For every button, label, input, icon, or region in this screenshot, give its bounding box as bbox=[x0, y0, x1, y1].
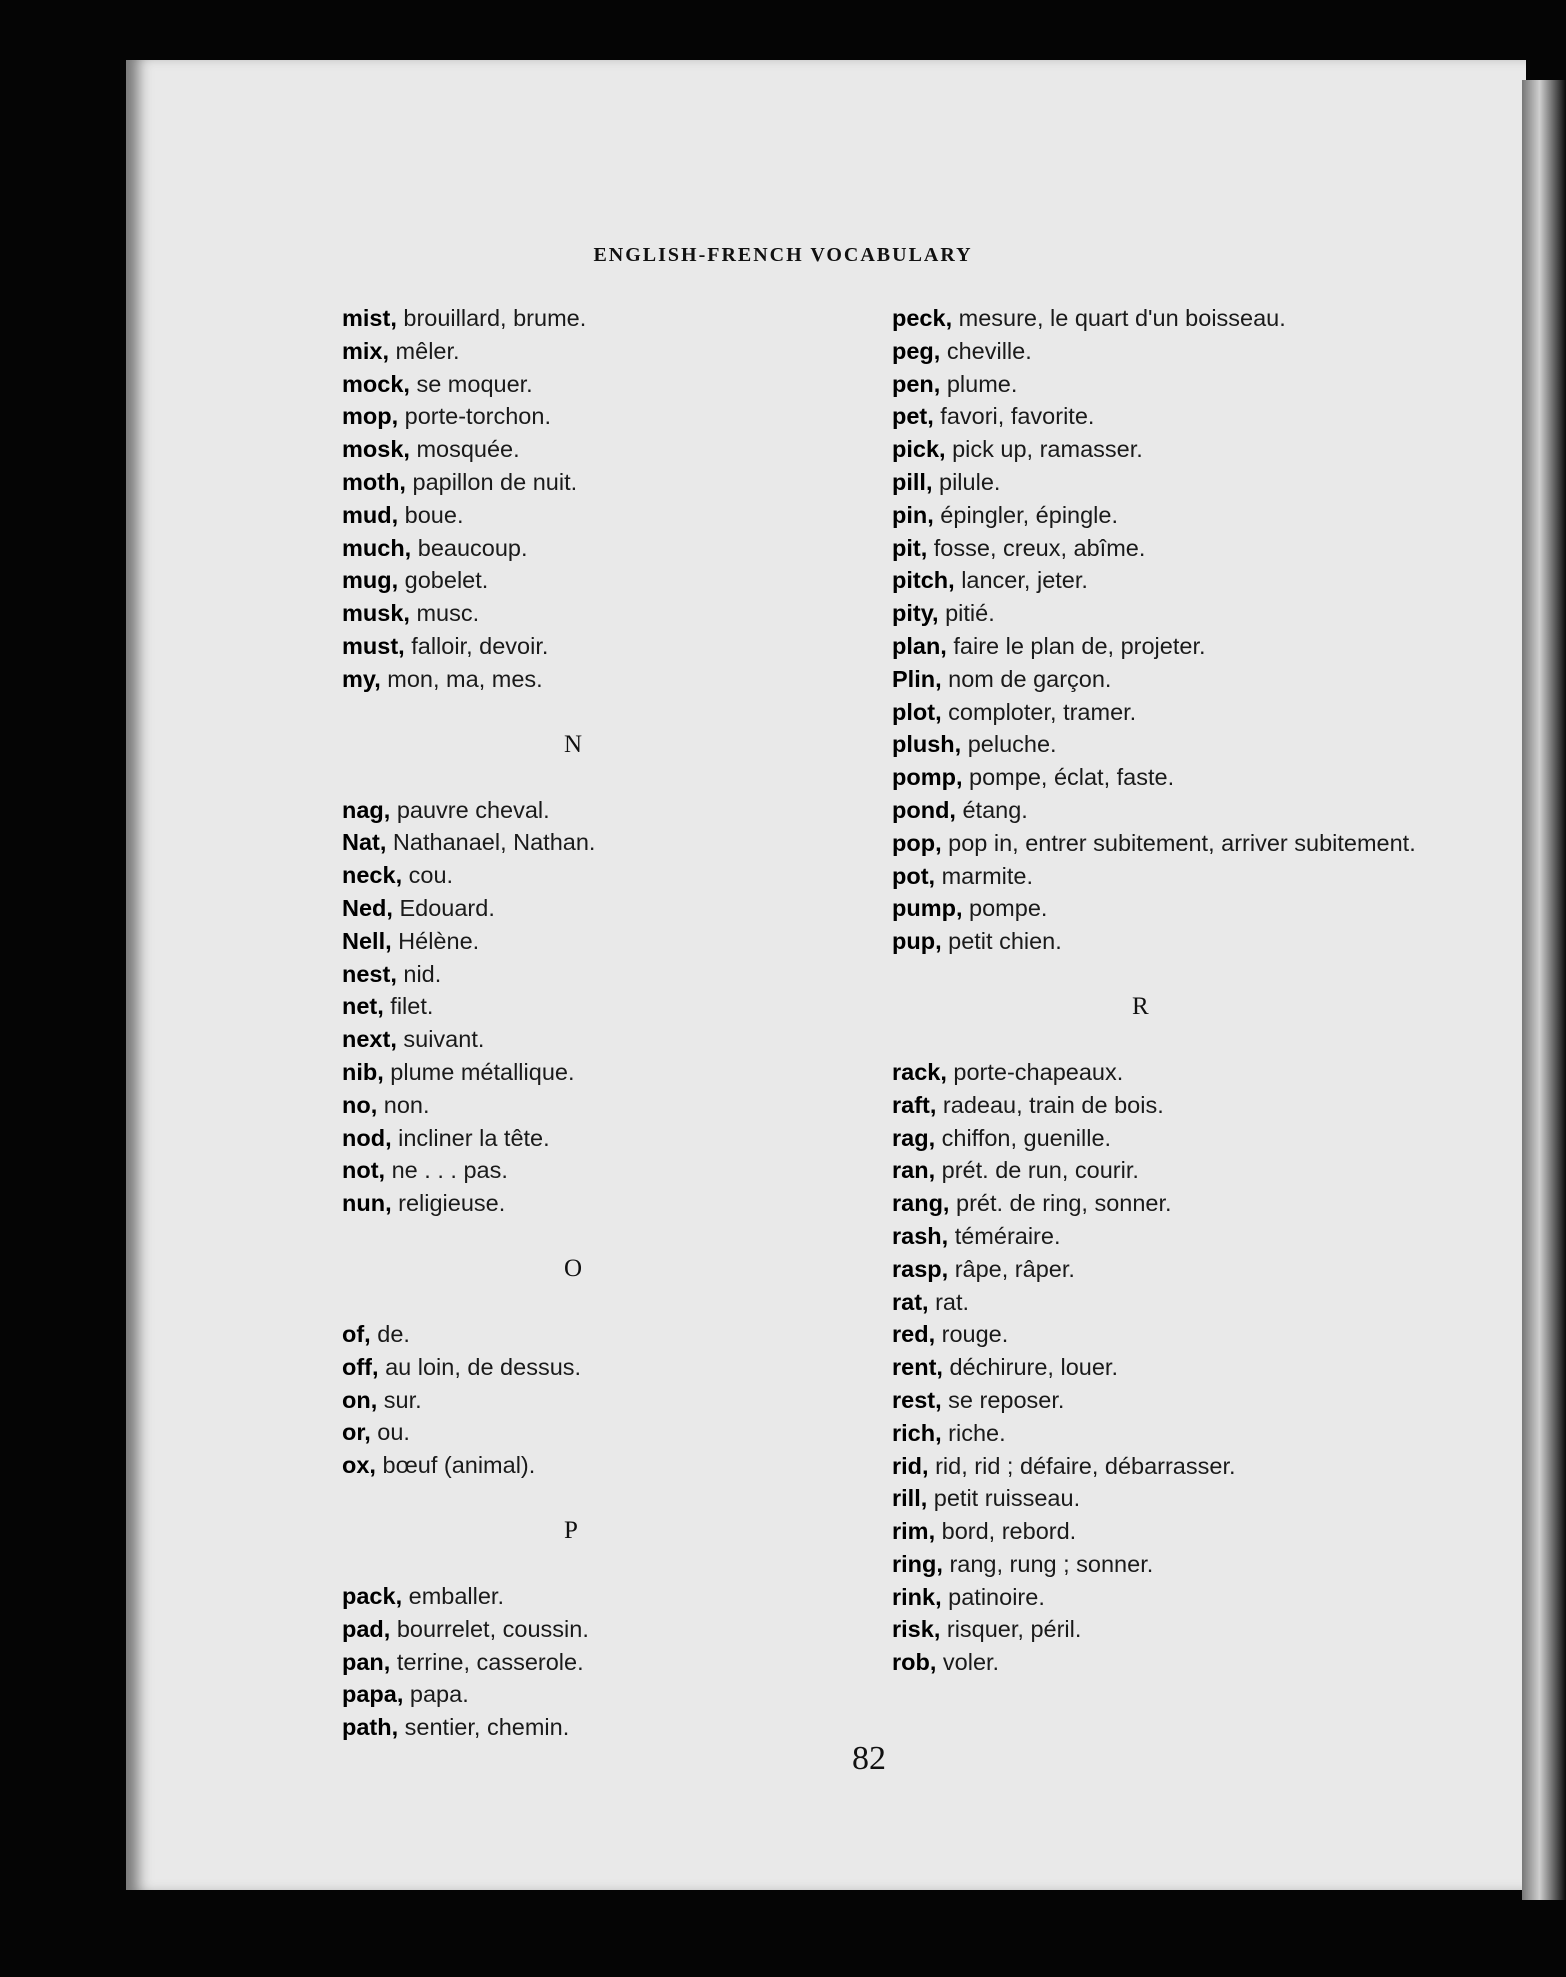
headword: musk, bbox=[342, 600, 410, 627]
definition: se moquer. bbox=[409, 370, 533, 397]
definition: papa. bbox=[403, 1681, 469, 1708]
definition: Hélène. bbox=[391, 927, 480, 954]
definition: riche. bbox=[941, 1419, 1006, 1446]
headword: much, bbox=[342, 534, 412, 561]
vocab-entry bbox=[892, 368, 1452, 401]
definition: pitié. bbox=[938, 600, 995, 627]
definition: risquer, péril. bbox=[940, 1616, 1082, 1643]
definition: fosse, creux, abîme. bbox=[927, 534, 1146, 561]
vocab-entry bbox=[892, 1220, 1452, 1253]
vocab-entry bbox=[342, 1711, 822, 1744]
definition: étang. bbox=[955, 796, 1028, 823]
definition: voler. bbox=[936, 1649, 1000, 1676]
definition: rat. bbox=[928, 1288, 970, 1315]
definition: pilule. bbox=[932, 468, 1001, 495]
definition: religieuse. bbox=[391, 1190, 506, 1217]
definition: faire le plan de, projeter. bbox=[946, 632, 1206, 659]
definition: falloir, devoir. bbox=[404, 632, 549, 659]
headword: nag, bbox=[342, 796, 391, 823]
headword: nest, bbox=[342, 960, 397, 987]
definition: pop in, entrer subitement, arriver subitement. bbox=[941, 829, 1416, 856]
page-number: 82 bbox=[852, 1740, 886, 1777]
vocab-entry bbox=[892, 892, 1452, 925]
definition: emballer. bbox=[402, 1582, 504, 1609]
headword: risk, bbox=[892, 1616, 941, 1643]
vocab-entry bbox=[892, 1450, 1452, 1483]
headword: of, bbox=[342, 1320, 371, 1347]
definition: radeau, train de bois. bbox=[936, 1091, 1164, 1118]
headword: rat, bbox=[892, 1288, 929, 1315]
headword: Nell, bbox=[342, 927, 392, 954]
vocab-entry bbox=[892, 1482, 1452, 1515]
definition: pompe. bbox=[962, 895, 1048, 922]
definition: ne . . . pas. bbox=[385, 1157, 508, 1184]
headword: pin, bbox=[892, 501, 934, 528]
vocab-entry bbox=[342, 1187, 822, 1220]
vocab-entry bbox=[342, 1318, 822, 1351]
headword: rang, bbox=[892, 1190, 950, 1217]
definition: prét. de ring, sonner. bbox=[949, 1190, 1172, 1217]
definition: sentier, chemin. bbox=[398, 1714, 570, 1741]
vocab-entry bbox=[342, 597, 822, 630]
vocab-entry bbox=[892, 1056, 1452, 1089]
definition: bord, rebord. bbox=[935, 1518, 1077, 1545]
headword: mud, bbox=[342, 501, 399, 528]
vocab-entry bbox=[342, 1678, 822, 1711]
definition: au loin, de dessus. bbox=[378, 1353, 582, 1380]
definition: rid, rid ; défaire, débarrasser. bbox=[928, 1452, 1236, 1479]
section-letter: O bbox=[564, 1254, 583, 1282]
definition: Edouard. bbox=[392, 894, 495, 921]
vocab-entry bbox=[342, 466, 822, 499]
headword: plan, bbox=[892, 632, 947, 659]
vocab-entry bbox=[342, 990, 822, 1023]
headword: rag, bbox=[892, 1124, 936, 1151]
vocab-entry bbox=[342, 335, 822, 368]
headword: rasp, bbox=[892, 1255, 949, 1282]
headword: rid, bbox=[892, 1452, 929, 1479]
headword: mist, bbox=[342, 305, 397, 331]
vocab-entry bbox=[342, 925, 822, 958]
headword: plot, bbox=[892, 698, 942, 725]
headword: or, bbox=[342, 1419, 371, 1446]
vocab-entry bbox=[892, 1154, 1452, 1187]
vocab-entry bbox=[892, 1515, 1452, 1548]
vocab-entry bbox=[342, 1416, 822, 1449]
headword: plush, bbox=[892, 731, 962, 758]
definition: épingler, épingle. bbox=[933, 501, 1119, 528]
vocab-entry bbox=[892, 1646, 1452, 1679]
definition: nid. bbox=[396, 960, 442, 987]
definition: lancer, jeter. bbox=[954, 567, 1088, 594]
definition: cheville. bbox=[940, 337, 1032, 364]
definition: sur. bbox=[377, 1386, 422, 1413]
definition: brouillard, brume. bbox=[396, 305, 587, 331]
headword: my, bbox=[342, 665, 381, 692]
headword: mosk, bbox=[342, 436, 410, 463]
vocab-entry bbox=[342, 532, 822, 565]
definition: de. bbox=[370, 1320, 410, 1347]
headword: mug, bbox=[342, 567, 399, 594]
definition: plume. bbox=[940, 370, 1018, 397]
vocab-entry bbox=[892, 860, 1452, 893]
vocab-entry bbox=[342, 1646, 822, 1679]
headword: pup, bbox=[892, 928, 942, 955]
definition: marmite. bbox=[935, 862, 1034, 889]
vocab-entry bbox=[892, 663, 1452, 696]
vocab-entry bbox=[342, 630, 822, 663]
definition: petit ruisseau. bbox=[927, 1485, 1081, 1512]
vocab-entry bbox=[892, 925, 1452, 958]
headword: pop, bbox=[892, 829, 942, 856]
definition: rouge. bbox=[935, 1321, 1009, 1348]
headword: neck, bbox=[342, 862, 403, 889]
headword: off, bbox=[342, 1353, 379, 1380]
vocab-entry bbox=[892, 1286, 1452, 1319]
headword: pump, bbox=[892, 895, 963, 922]
vocab-entry bbox=[892, 1581, 1452, 1614]
definition: terrine, casserole. bbox=[390, 1648, 584, 1675]
definition: boue. bbox=[398, 501, 464, 528]
headword: nun, bbox=[342, 1190, 392, 1217]
headword: pit, bbox=[892, 534, 928, 561]
vocab-entry bbox=[342, 826, 822, 859]
vocab-entry bbox=[892, 1089, 1452, 1122]
definition: peluche. bbox=[961, 731, 1057, 758]
vocab-entry bbox=[342, 1580, 822, 1613]
definition: non. bbox=[377, 1091, 430, 1118]
headword: rill, bbox=[892, 1485, 928, 1512]
vocab-entry bbox=[342, 1351, 822, 1384]
section-letter: P bbox=[564, 1516, 578, 1544]
headword: on, bbox=[342, 1386, 378, 1413]
definition: râpe, râper. bbox=[948, 1255, 1075, 1282]
right-column bbox=[892, 302, 1452, 1679]
headword: not, bbox=[342, 1157, 386, 1184]
vocab-entry bbox=[892, 827, 1452, 860]
headword: pond, bbox=[892, 796, 956, 823]
definition: suivant. bbox=[396, 1026, 485, 1053]
vocab-entry bbox=[892, 1613, 1452, 1646]
vocab-entry bbox=[892, 466, 1452, 499]
headword: peck, bbox=[892, 305, 953, 331]
definition: téméraire. bbox=[948, 1222, 1061, 1249]
headword: rest, bbox=[892, 1386, 942, 1413]
definition: rang, rung ; sonner. bbox=[942, 1550, 1154, 1577]
vocab-entry bbox=[892, 1187, 1452, 1220]
headword: ring, bbox=[892, 1550, 943, 1577]
vocab-entry bbox=[342, 663, 822, 696]
vocab-entry bbox=[342, 892, 822, 925]
headword: must, bbox=[342, 632, 405, 659]
definition: favori, favorite. bbox=[933, 403, 1095, 430]
vocab-entry bbox=[892, 302, 1452, 335]
definition: se reposer. bbox=[941, 1386, 1065, 1413]
vocab-entry bbox=[892, 1253, 1452, 1286]
definition: bourrelet, coussin. bbox=[390, 1615, 589, 1642]
running-head: ENGLISH-FRENCH VOCABULARY bbox=[593, 244, 973, 266]
vocab-entry bbox=[892, 728, 1452, 761]
headword: pomp, bbox=[892, 764, 963, 791]
vocab-entry bbox=[342, 1056, 822, 1089]
definition: gobelet. bbox=[398, 567, 489, 594]
facing-page-edge bbox=[1522, 80, 1566, 1900]
definition: bœuf (animal). bbox=[375, 1452, 536, 1479]
headword: mop, bbox=[342, 403, 399, 430]
headword: Nat, bbox=[342, 829, 387, 856]
section-letter: R bbox=[1132, 992, 1149, 1020]
headword: next, bbox=[342, 1026, 397, 1053]
headword: Ned, bbox=[342, 894, 393, 921]
headword: pan, bbox=[342, 1648, 391, 1675]
vocab-entry bbox=[892, 564, 1452, 597]
headword: peg, bbox=[892, 337, 941, 364]
vocab-entry bbox=[342, 433, 822, 466]
vocab-entry bbox=[892, 335, 1452, 368]
vocab-entry bbox=[342, 794, 822, 827]
definition: mon, ma, mes. bbox=[380, 665, 543, 692]
vocab-entry bbox=[342, 499, 822, 532]
definition: beaucoup. bbox=[411, 534, 528, 561]
headword: nib, bbox=[342, 1058, 384, 1085]
headword: rent, bbox=[892, 1354, 943, 1381]
vocab-entry bbox=[342, 1154, 822, 1187]
definition: mosquée. bbox=[409, 436, 520, 463]
definition: porte-torchon. bbox=[398, 403, 551, 430]
vocab-entry bbox=[342, 1613, 822, 1646]
definition: filet. bbox=[383, 993, 434, 1020]
vocab-entry bbox=[892, 1384, 1452, 1417]
vocab-entry bbox=[892, 532, 1452, 565]
vocab-entry bbox=[892, 499, 1452, 532]
vocab-entry bbox=[892, 1318, 1452, 1351]
headword: raft, bbox=[892, 1091, 937, 1118]
vocab-entry bbox=[342, 1384, 822, 1417]
vocab-entry bbox=[342, 400, 822, 433]
definition: ou. bbox=[370, 1419, 410, 1446]
headword: papa, bbox=[342, 1681, 404, 1708]
definition: papillon de nuit. bbox=[405, 468, 578, 495]
definition: pompe, éclat, faste. bbox=[962, 764, 1175, 791]
vocab-entry bbox=[342, 1023, 822, 1056]
headword: Plin, bbox=[892, 665, 942, 692]
definition: cou. bbox=[402, 862, 454, 889]
left-column bbox=[342, 302, 822, 1744]
headword: ox, bbox=[342, 1452, 376, 1479]
headword: rink, bbox=[892, 1583, 942, 1610]
vocab-entry bbox=[342, 1089, 822, 1122]
definition: déchirure, louer. bbox=[942, 1354, 1118, 1381]
headword: pad, bbox=[342, 1615, 391, 1642]
headword: path, bbox=[342, 1714, 399, 1741]
definition: musc. bbox=[409, 600, 480, 627]
vocab-entry bbox=[892, 400, 1452, 433]
definition: mêler. bbox=[389, 337, 460, 364]
definition: plume métallique. bbox=[383, 1058, 575, 1085]
headword: pick, bbox=[892, 436, 946, 463]
vocab-entry bbox=[892, 696, 1452, 729]
vocab-entry bbox=[342, 368, 822, 401]
headword: ran, bbox=[892, 1157, 936, 1184]
vocab-entry bbox=[342, 564, 822, 597]
vocab-entry bbox=[892, 1122, 1452, 1155]
vocab-entry bbox=[342, 958, 822, 991]
headword: net, bbox=[342, 993, 384, 1020]
definition: incliner la tête. bbox=[391, 1124, 550, 1151]
vocab-entry bbox=[342, 302, 822, 335]
vocab-entry bbox=[892, 794, 1452, 827]
definition: pick up, ramasser. bbox=[945, 436, 1143, 463]
vocab-entry bbox=[892, 1548, 1452, 1581]
headword: pet, bbox=[892, 403, 934, 430]
headword: pill, bbox=[892, 468, 933, 495]
headword: pack, bbox=[342, 1582, 403, 1609]
headword: red, bbox=[892, 1321, 936, 1348]
headword: rash, bbox=[892, 1222, 949, 1249]
headword: pot, bbox=[892, 862, 936, 889]
definition: porte-chapeaux. bbox=[946, 1058, 1124, 1085]
headword: pity, bbox=[892, 600, 939, 627]
headword: mock, bbox=[342, 370, 410, 397]
vocab-entry bbox=[892, 1351, 1452, 1384]
definition: petit chien. bbox=[941, 928, 1062, 955]
definition: prét. de run, courir. bbox=[935, 1157, 1139, 1184]
vocab-entry bbox=[342, 1122, 822, 1155]
headword: rich, bbox=[892, 1419, 942, 1446]
vocab-entry bbox=[892, 630, 1452, 663]
definition: comploter, tramer. bbox=[941, 698, 1137, 725]
headword: moth, bbox=[342, 468, 406, 495]
vocab-entry bbox=[342, 1449, 822, 1482]
headword: no, bbox=[342, 1091, 378, 1118]
headword: mix, bbox=[342, 337, 390, 364]
headword: rack, bbox=[892, 1058, 947, 1085]
headword: nod, bbox=[342, 1124, 392, 1151]
definition: pauvre cheval. bbox=[390, 796, 550, 823]
headword: pitch, bbox=[892, 567, 955, 594]
vocab-entry bbox=[892, 1417, 1452, 1450]
headword: rim, bbox=[892, 1518, 936, 1545]
definition: chiffon, guenille. bbox=[935, 1124, 1112, 1151]
definition: patinoire. bbox=[941, 1583, 1045, 1610]
vocab-entry bbox=[892, 433, 1452, 466]
headword: pen, bbox=[892, 370, 941, 397]
definition: nom de garçon. bbox=[941, 665, 1112, 692]
vocab-entry bbox=[342, 859, 822, 892]
vocab-entry bbox=[892, 761, 1452, 794]
definition: Nathanael, Nathan. bbox=[386, 829, 596, 856]
vocab-entry bbox=[892, 597, 1452, 630]
headword: rob, bbox=[892, 1649, 937, 1676]
section-letter: N bbox=[564, 730, 583, 758]
definition: mesure, le quart d'un boisseau. bbox=[952, 305, 1286, 331]
